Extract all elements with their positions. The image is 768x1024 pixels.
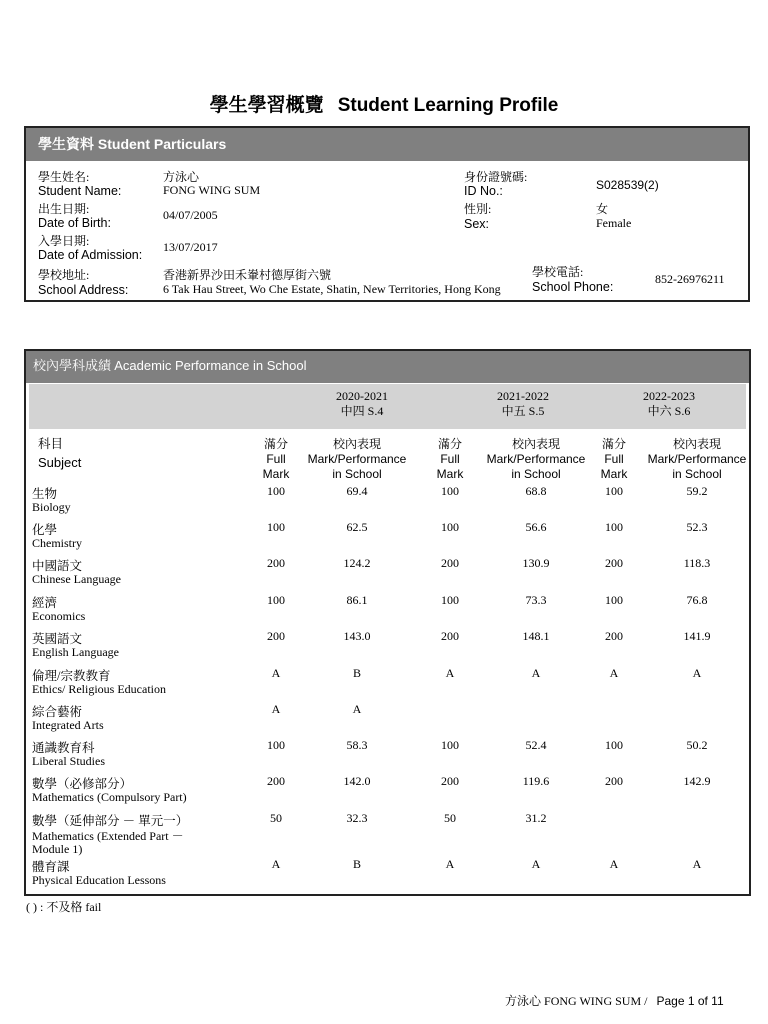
address-value-zh: 香港新界沙田禾輋村德厚街六號 — [163, 268, 332, 282]
full-mark-header-line: 滿分 — [437, 437, 462, 451]
full-mark-cell: 50 — [444, 811, 456, 825]
performance-header-line: in School — [511, 467, 561, 481]
name-label-zh: 學生姓名: — [38, 170, 90, 184]
subject-name-zh: 數學（延伸部分 － 單元一） — [32, 814, 189, 828]
full-mark-cell: 200 — [267, 629, 285, 643]
sex-label-zh: 性別: — [464, 202, 492, 216]
full-mark-header-line: Full — [604, 452, 624, 466]
dob-label-zh: 出生日期: — [38, 202, 90, 216]
address-label-zh: 學校地址: — [38, 268, 90, 282]
performance-cell: 59.2 — [686, 484, 708, 498]
full-mark-cell: 100 — [605, 593, 623, 607]
full-mark-cell: 200 — [441, 556, 459, 570]
full-mark-cell: A — [271, 857, 281, 871]
performance-header-line: in School — [332, 467, 382, 481]
subject-name-en: Integrated Arts — [32, 718, 104, 732]
full-mark-cell: 100 — [441, 593, 459, 607]
subject-name-zh: 體育課 — [32, 860, 70, 874]
full-mark-cell: 100 — [441, 738, 459, 752]
academic-performance-heading — [26, 351, 749, 383]
full-mark-header-line: 滿分 — [263, 437, 288, 451]
subject-name-zh: 英國語文 — [32, 632, 83, 646]
year-label: 2020-2021 — [336, 389, 388, 403]
sex-value-en: Female — [596, 216, 632, 230]
full-mark-cell: 100 — [605, 738, 623, 752]
name-value-zh: 方泳心 — [163, 170, 200, 184]
full-mark-cell: 100 — [267, 484, 285, 498]
year-label: 2022-2023 — [643, 389, 695, 403]
id-label-en: ID No.: — [464, 184, 503, 198]
full-mark-header — [584, 437, 644, 482]
footer-name-en: FONG WING SUM / — [544, 994, 648, 1008]
full-mark-cell: A — [271, 702, 281, 716]
subject-header-en: Subject — [38, 455, 82, 470]
subject-name-en: Ethics/ Religious Education — [32, 682, 166, 696]
full-mark-cell: 200 — [267, 774, 285, 788]
performance-cell: A — [531, 857, 541, 871]
phone-label-en: School Phone: — [532, 280, 614, 294]
full-mark-header-line: Mark — [600, 467, 628, 481]
id-value: S028539(2) — [596, 178, 659, 192]
admission-label-zh: 入學日期: — [38, 234, 90, 248]
subject-header-zh: 科目 — [38, 437, 64, 451]
student-particulars-section — [24, 126, 750, 302]
full-mark-cell: A — [609, 857, 619, 871]
full-mark-cell: A — [609, 666, 619, 680]
academic-heading-en: Academic Performance in School — [114, 358, 307, 373]
subject-name-en: Physical Education Lessons — [32, 873, 166, 887]
year-header — [609, 389, 729, 419]
performance-header-line: 校內表現 — [332, 437, 381, 451]
performance-cell: 143.0 — [343, 629, 371, 643]
performance-cell: A — [531, 666, 541, 680]
full-mark-cell: 200 — [605, 629, 623, 643]
performance-cell: 130.9 — [522, 556, 550, 570]
subject-name-en: Mathematics (Extended Part － — [32, 829, 184, 843]
subject-name-zh: 倫理/宗教教育 — [32, 669, 111, 683]
subject-header — [38, 437, 81, 470]
performance-cell: 124.2 — [343, 556, 371, 570]
performance-cell: 141.9 — [683, 629, 711, 643]
subject-name-zh: 生物 — [32, 487, 58, 501]
performance-cell: 118.3 — [683, 556, 711, 570]
performance-header-line: 校內表現 — [672, 437, 721, 451]
full-mark-cell: 200 — [441, 629, 459, 643]
subject-name-zh: 經濟 — [32, 596, 58, 610]
page-title-zh: 學生學習概覽 — [209, 94, 324, 116]
year-label: 2021-2022 — [497, 389, 549, 403]
performance-cell: B — [352, 857, 361, 871]
full-mark-cell: 200 — [605, 556, 623, 570]
full-mark-cell: 100 — [605, 484, 623, 498]
subject-name-en: Chemistry — [32, 536, 82, 550]
dob-label-en: Date of Birth: — [38, 216, 111, 230]
full-mark-cell: 100 — [441, 520, 459, 534]
performance-cell: 52.4 — [525, 738, 547, 752]
performance-header — [476, 437, 596, 482]
academic-heading-zh: 校內學科成績 — [33, 358, 112, 373]
subject-name-en: Economics — [32, 609, 86, 623]
admission-value: 13/07/2017 — [163, 240, 218, 254]
performance-cell: A — [692, 857, 702, 871]
page-title-en: Student Learning Profile — [337, 95, 559, 116]
full-mark-cell: 200 — [441, 774, 459, 788]
phone-value: 852-26976211 — [655, 272, 725, 286]
performance-cell: 76.8 — [686, 593, 708, 607]
form-label: 中四 S.4 — [340, 404, 384, 418]
performance-header-line: in School — [672, 467, 722, 481]
full-mark-header-line: Mark — [436, 467, 464, 481]
id-label-zh: 身份證號碼: — [464, 170, 528, 184]
form-label: 中五 S.5 — [501, 404, 545, 418]
subject-name-en: Chinese Language — [32, 572, 121, 586]
footer-name-zh: 方泳心 — [505, 994, 542, 1008]
full-mark-header-line: 滿分 — [601, 437, 626, 451]
full-mark-cell: 200 — [267, 556, 285, 570]
subject-name-en: Liberal Studies — [32, 754, 105, 768]
performance-cell: A — [692, 666, 702, 680]
subject-name-en: Biology — [32, 500, 71, 514]
performance-cell: B — [352, 666, 361, 680]
subject-name-en-line2: Module 1) — [32, 842, 83, 856]
subject-name-en: English Language — [32, 645, 119, 659]
performance-header-line: 校內表現 — [511, 437, 560, 451]
full-mark-cell: 100 — [267, 520, 285, 534]
page-footer — [505, 992, 724, 1009]
sex-value-zh: 女 — [596, 202, 609, 216]
performance-header — [637, 437, 757, 482]
subject-name-zh: 綜合藝術 — [32, 705, 83, 719]
performance-cell: 73.3 — [525, 593, 547, 607]
full-mark-header-line: Full — [266, 452, 286, 466]
performance-cell: 52.3 — [686, 520, 708, 534]
academic-performance-section — [24, 349, 751, 896]
performance-header-line: Mark/Performance — [486, 452, 586, 466]
year-header — [463, 389, 583, 419]
performance-cell: 32.3 — [346, 811, 368, 825]
full-mark-cell: 100 — [605, 520, 623, 534]
name-label-en: Student Name: — [38, 184, 122, 198]
performance-cell: A — [352, 702, 362, 716]
full-mark-cell: 100 — [267, 593, 285, 607]
dob-value: 04/07/2005 — [163, 208, 218, 222]
full-mark-header-line: Full — [440, 452, 460, 466]
page-title — [0, 90, 768, 117]
performance-cell: 68.8 — [525, 484, 547, 498]
performance-header-line: Mark/Performance — [647, 452, 747, 466]
subject-name-en: Mathematics (Compulsory Part) — [32, 790, 187, 804]
performance-cell: 142.9 — [683, 774, 711, 788]
performance-cell: 148.1 — [522, 629, 550, 643]
performance-cell: 58.3 — [346, 738, 368, 752]
full-mark-header-line: Mark — [262, 467, 290, 481]
performance-cell: 56.6 — [525, 520, 547, 534]
name-value-en: FONG WING SUM — [163, 183, 261, 197]
full-mark-cell: A — [445, 857, 455, 871]
subject-name-zh: 數學（必修部分） — [32, 777, 133, 791]
full-mark-cell: A — [271, 666, 281, 680]
full-mark-cell: 100 — [441, 484, 459, 498]
address-value-en: 6 Tak Hau Street, Wo Che Estate, Shatin, New Territories, Hong Kong — [163, 282, 501, 296]
full-mark-cell: 50 — [270, 811, 282, 825]
performance-cell: 86.1 — [346, 593, 368, 607]
performance-cell: 69.4 — [346, 484, 368, 498]
performance-cell: 50.2 — [686, 738, 708, 752]
page-number: Page 1 of 11 — [656, 994, 724, 1008]
performance-cell: 142.0 — [343, 774, 371, 788]
full-mark-cell: 200 — [605, 774, 623, 788]
year-header — [302, 389, 422, 419]
student-particulars-heading: 學生資料 Student Particulars — [26, 128, 748, 161]
fail-footnote: ( ) : 不及格 fail — [26, 900, 102, 914]
performance-header — [297, 437, 417, 482]
subject-name-zh: 化學 — [32, 523, 58, 537]
form-label: 中六 S.6 — [647, 404, 691, 418]
performance-cell: 119.6 — [522, 774, 550, 788]
performance-cell: 31.2 — [525, 811, 547, 825]
address-label-en: School Address: — [38, 283, 129, 297]
full-mark-cell: 100 — [267, 738, 285, 752]
subject-name-zh: 中國語文 — [32, 559, 83, 573]
sex-label-en: Sex: — [464, 217, 490, 231]
performance-cell: 62.5 — [346, 520, 368, 534]
full-mark-header — [420, 437, 480, 482]
full-mark-cell: A — [445, 666, 455, 680]
subject-name-zh: 通識教育科 — [32, 741, 95, 755]
phone-label-zh: 學校電話: — [532, 265, 584, 279]
performance-header-line: Mark/Performance — [307, 452, 407, 466]
admission-label-en: Date of Admission: — [38, 248, 143, 262]
